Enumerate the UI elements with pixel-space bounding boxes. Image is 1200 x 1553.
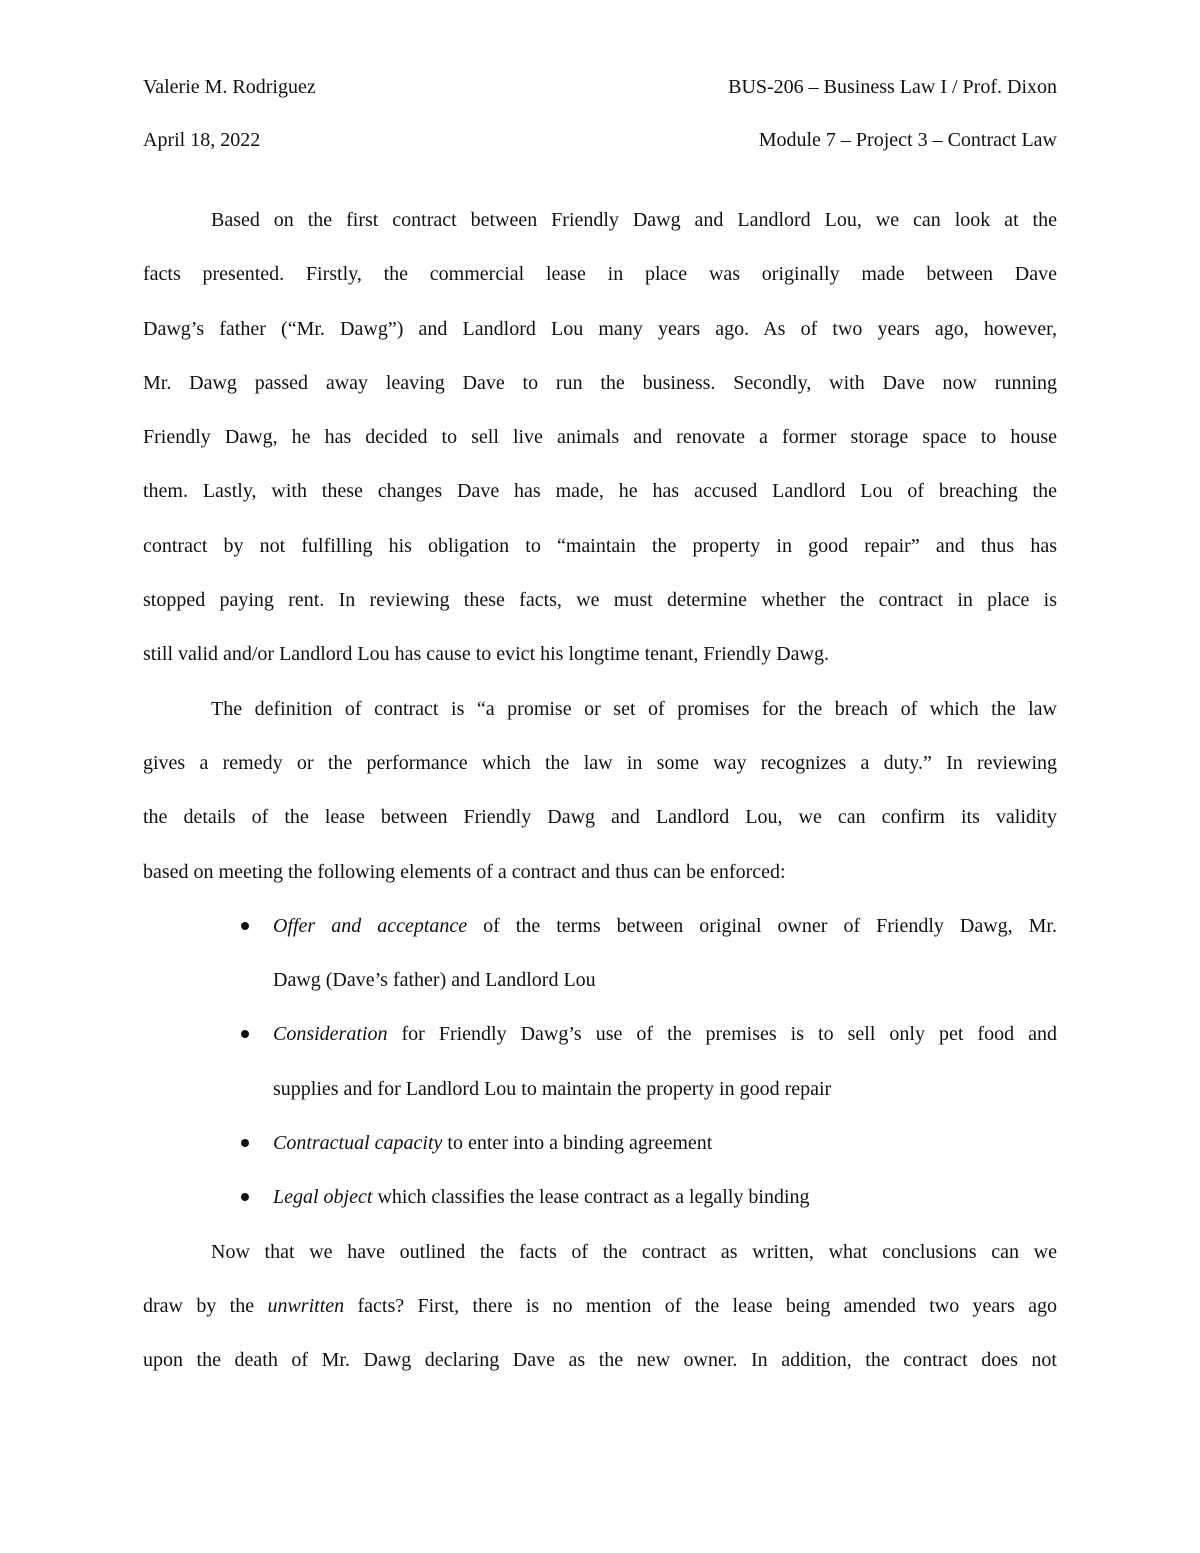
course-info: BUS-206 – Business Law I / Prof. Dixon bbox=[728, 76, 1057, 98]
paragraph-2 bbox=[143, 682, 1057, 899]
author-name: Valerie M. Rodriguez bbox=[143, 76, 316, 98]
list-item-term: Consideration bbox=[273, 1023, 388, 1046]
list-item-text: to enter into a binding agreement bbox=[442, 1132, 713, 1155]
list-item-term: Contractual capacity bbox=[273, 1132, 443, 1155]
paragraph-text: draw by the bbox=[143, 1294, 268, 1317]
paragraph-1 bbox=[143, 193, 1057, 682]
paragraph-line: Now that we have outlined the facts of the contract as written, what conclusions can we bbox=[211, 1240, 1057, 1263]
paragraph-line bbox=[143, 1279, 1057, 1333]
paragraph-line: still valid and/or Landlord Lou has cause to evict his longtime tenant, Friendly Dawg. bbox=[143, 643, 829, 666]
paragraph-line: upon the death of Mr. Dawg declaring Dave as the new owner. In addition, the contract does not bbox=[143, 1349, 1057, 1372]
bullet-icon bbox=[241, 922, 249, 930]
list-item bbox=[143, 899, 1057, 1008]
paragraph-3 bbox=[143, 1225, 1057, 1388]
contract-elements-list bbox=[143, 899, 1057, 1225]
paragraph-line: Mr. Dawg passed away leaving Dave to run the business. Secondly, with Dave now running bbox=[143, 371, 1057, 394]
header-row-2 bbox=[143, 127, 1057, 153]
header-row-1 bbox=[143, 74, 1057, 100]
bullet-icon bbox=[241, 1139, 249, 1147]
paragraph-line: Based on the first contract between Friendly Dawg and Landlord Lou, we can look at the bbox=[211, 209, 1057, 231]
list-item-line bbox=[273, 1007, 1057, 1061]
emphasized-word: unwritten bbox=[267, 1294, 345, 1317]
paragraph-line: them. Lastly, with these changes Dave has made, he has accused Landlord Lou of breaching the bbox=[143, 480, 1057, 503]
list-item-line bbox=[273, 899, 1057, 953]
paragraph-line: Friendly Dawg, he has decided to sell live animals and renovate a former storage space to house bbox=[143, 426, 1057, 449]
paragraph-line: the details of the lease between Friendly Dawg and Landlord Lou, we can confirm its validity bbox=[143, 806, 1057, 829]
paragraph-line: facts presented. Firstly, the commercial lease in place was originally made between Dave bbox=[143, 263, 1057, 286]
document-date: April 18, 2022 bbox=[143, 129, 261, 151]
list-item-line bbox=[273, 1170, 1057, 1224]
assignment-title: Module 7 – Project 3 – Contract Law bbox=[758, 129, 1057, 151]
paragraph-line: contract by not fulfilling his obligation to “maintain the property in good repair” and thus has bbox=[143, 534, 1057, 557]
bullet-icon bbox=[241, 1030, 249, 1038]
bullet-icon bbox=[241, 1193, 249, 1201]
list-item bbox=[143, 1170, 1057, 1224]
paragraph-line: The definition of contract is “a promise or set of promises for the breach of which the law bbox=[211, 697, 1057, 720]
paragraph-line: gives a remedy or the performance which the law in some way recognizes a duty.” In reviewing bbox=[143, 751, 1057, 774]
document-body bbox=[143, 193, 1057, 1388]
list-item-line: Dawg (Dave’s father) and Landlord Lou bbox=[273, 969, 596, 992]
list-item-text: which classifies the lease contract as a legally binding bbox=[372, 1186, 810, 1209]
list-item-text: for Friendly Dawg’s use of the premises is to sell only pet food and bbox=[387, 1023, 1057, 1046]
paragraph-line: Dawg’s father (“Mr. Dawg”) and Landlord Lou many years ago. As of two years ago, however, bbox=[143, 317, 1057, 340]
paragraph-line: based on meeting the following elements of a contract and thus can be enforced: bbox=[143, 860, 786, 883]
list-item-text: of the terms between original owner of Friendly Dawg, Mr. bbox=[467, 914, 1057, 937]
paragraph-line: stopped paying rent. In reviewing these facts, we must determine whether the contract in place is bbox=[143, 589, 1057, 612]
list-item bbox=[143, 1116, 1057, 1170]
list-item-term: Legal object bbox=[273, 1186, 373, 1209]
list-item bbox=[143, 1007, 1057, 1116]
paragraph-text: facts? First, there is no mention of the lease being amended two years ago bbox=[344, 1294, 1057, 1317]
list-item-line: supplies and for Landlord Lou to maintain the property in good repair bbox=[273, 1077, 832, 1100]
list-item-line bbox=[273, 1116, 1057, 1170]
list-item-term: Offer and acceptance bbox=[273, 914, 468, 937]
